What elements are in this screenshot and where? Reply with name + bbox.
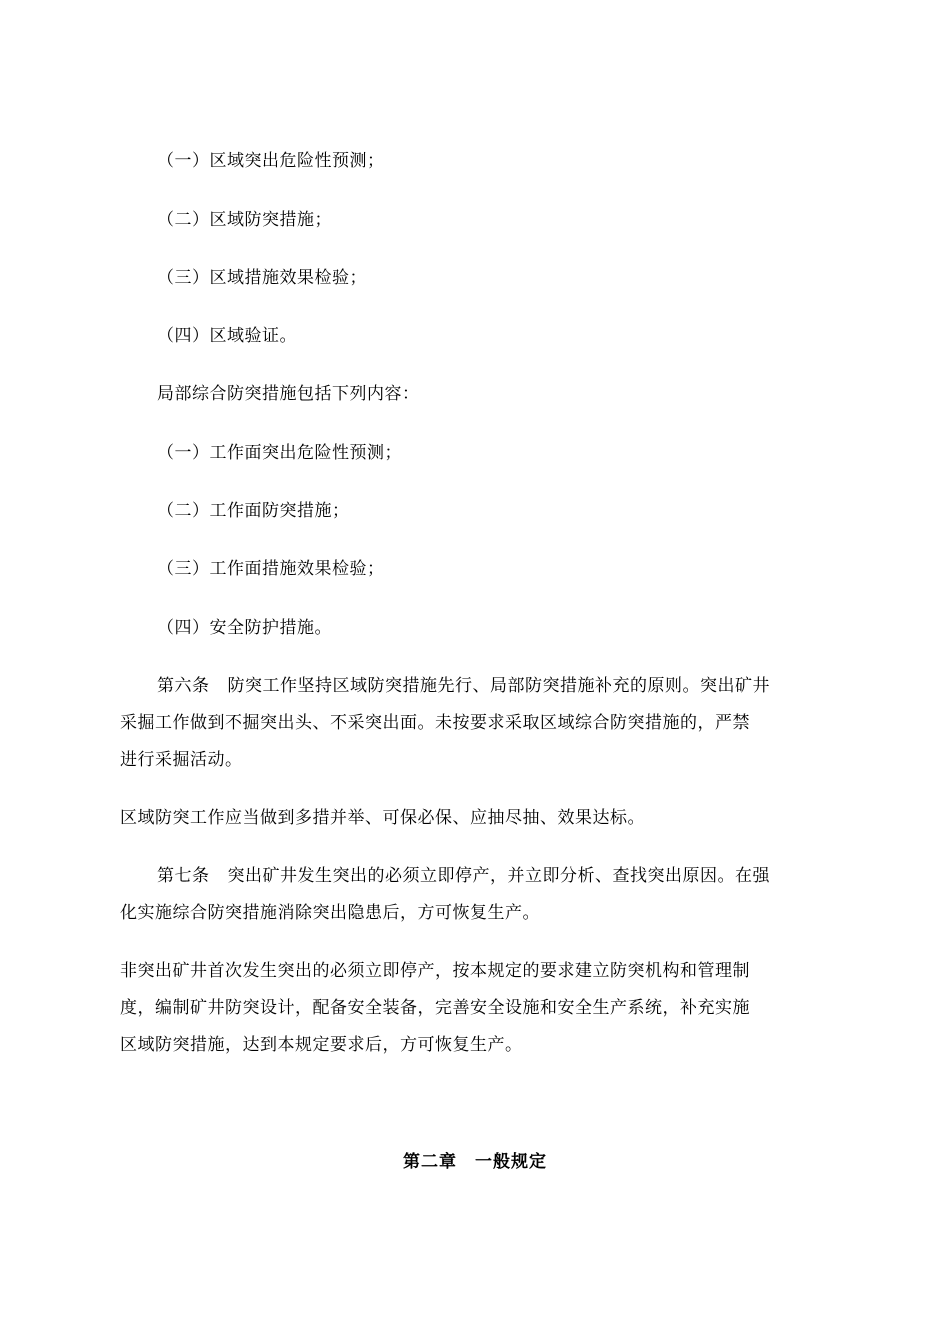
regional-item-3: （三）区域措施效果检验；: [157, 268, 367, 288]
regional-item-4: （四）区域验证。: [157, 326, 297, 346]
local-item-2: （二）工作面防突措施；: [157, 501, 350, 521]
chapter-heading: 第二章 一般规定: [403, 1152, 547, 1172]
article-6-text-1: 防突工作坚持区域防突措施先行、局部防突措施补充的原则。突出矿井: [227, 676, 770, 696]
article-7-paragraph-2-line-3: 区域防突措施，达到本规定要求后，方可恢复生产。: [120, 1035, 523, 1055]
article-7-paragraph-2-line-2: 度，编制矿井防突设计，配备安全装备，完善安全设施和安全生产系统，补充实施: [120, 998, 750, 1018]
article-7-paragraph-2-line-1: 非突出矿井首次发生突出的必须立即停产，按本规定的要求建立防突机构和管理制: [120, 961, 750, 981]
article-6-paragraph-2: 区域防突工作应当做到多措并举、可保必保、应抽尽抽、效果达标。: [120, 808, 645, 828]
article-7-line-1: [157, 866, 770, 886]
local-measures-intro: 局部综合防突措施包括下列内容：: [157, 384, 420, 404]
local-item-3: （三）工作面措施效果检验；: [157, 559, 385, 579]
regional-item-2: （二）区域防突措施；: [157, 210, 332, 230]
local-item-4: （四）安全防护措施。: [157, 618, 332, 638]
article-7-number: 第七条: [157, 866, 210, 886]
regional-item-1: （一）区域突出危险性预测；: [157, 151, 385, 171]
article-6-line-2: 采掘工作做到不掘突出头、不采突出面。未按要求采取区域综合防突措施的，严禁: [120, 713, 750, 733]
article-6-line-3: 进行采掘活动。: [120, 750, 243, 770]
article-6-line-1: [157, 676, 770, 696]
local-item-1: （一）工作面突出危险性预测；: [157, 443, 402, 463]
article-6-number: 第六条: [157, 676, 210, 696]
article-7-text-1: 突出矿井发生突出的必须立即停产，并立即分析、查找突出原因。在强: [227, 866, 770, 886]
article-7-line-2: 化实施综合防突措施消除突出隐患后，方可恢复生产。: [120, 903, 540, 923]
